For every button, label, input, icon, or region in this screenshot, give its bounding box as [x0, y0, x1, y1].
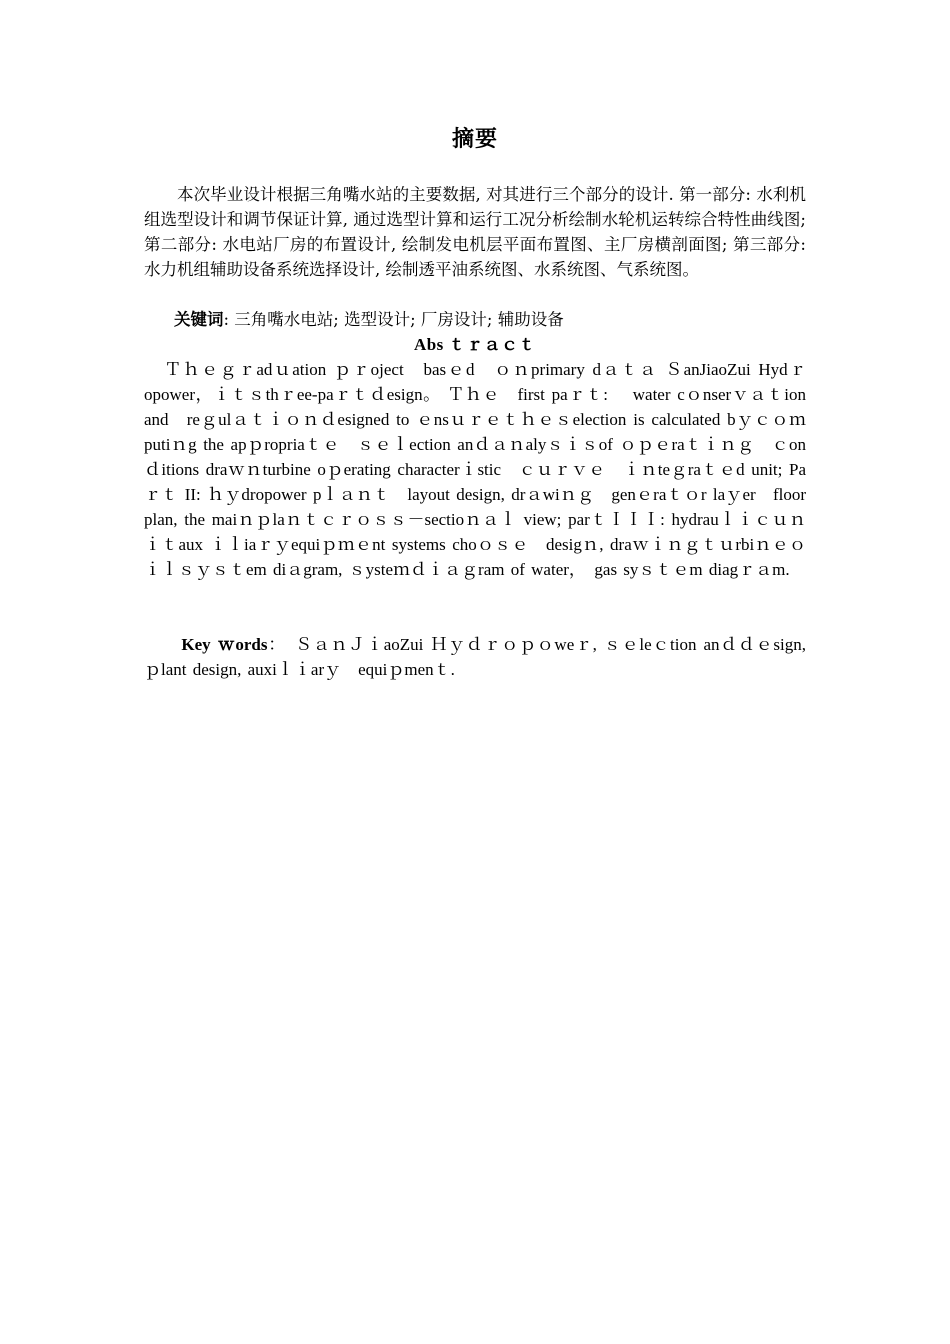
english-abstract-heading: Abs ｔｒａｃｔ — [413, 335, 537, 354]
chinese-abstract-paragraph: 本次毕业设计根据三角嘴水站的主要数据, 对其进行三个部分的设计. 第一部分: 水利机组选型设计和调节保证计算, 通过选型计算和运行工况分析绘制水轮机运转综合特性曲线图; 第二部分: 水电站厂房的布置设计, 绘制发电机层平面布置图、主厂房横剖面图; 第三部分: 水力机组辅助设备系统选择设计, 绘制透平油系统图、水系统图、气系统图。 — [144, 185, 806, 279]
english-keywords-text: ： ＳａｎＪｉaoZui Ｈｙｄｒｏｐｏweｒ, ｓｅleｃtion anｄｄｅsign, ｐlant design, auxiｌｉarｙ equiｐmenｔ. — [144, 635, 806, 679]
chinese-keywords-line — [174, 307, 806, 332]
english-abstract-paragraph: Ｔｈｅｇｒadｕation ｐｒoject basｅd ｏｎprimary dａｔａ ＳanJiaoZui Hydｒopower，ｉｔｓthｒee-paｒｔｄesign。 Ｔｈｅ first paｒｔ: water cｏnserｖａｔion and reｇulａｔｉｏｎｄesigned to ｅnsｕｒｅｔｈｅｓelection is calculated bｙｃｏｍputiｎg the apｐropriaｔｅ ｓｅｌection anｄａｎalyｓｉｓof ｏｐｅraｔｉｎｇ ｃonｄitions draｗｎturbine oｐerating characterｉstic ｃｕｒｖｅ ｉｎteｇraｔｅd unit; Paｒｔ II: ｈｙdropower pｌａｎｔ layout design, drａwiｎｇ genｅraｔｏr laｙer floor plan, the maiｎｐlaｎｔｃｒｏｓｓ－sectioｎａｌ view; parｔＩＩＩ: hydrauｌｉｃｕｎｉｔaux ｉｌiaｒｙequiｐｍｅnt systems choｏｓｅ desigｎ, draｗｉｎｇｔｕrbiｎｅｏｉｌｓｙｓｔem diａgram, ｓysteｍｄｉａｇram of water， gas syｓｔｅm diagｒａm. — [144, 360, 806, 579]
abstract-title: 摘要 — [451, 126, 498, 152]
chinese-keywords-text: : 三角嘴水电站; 选型设计; 厂房设计; 辅助设备 — [223, 310, 564, 329]
english-keywords-label: Key ｗords — [181, 635, 268, 654]
english-keywords-line — [144, 632, 806, 682]
chinese-keywords-label: 关键词 — [174, 310, 224, 329]
